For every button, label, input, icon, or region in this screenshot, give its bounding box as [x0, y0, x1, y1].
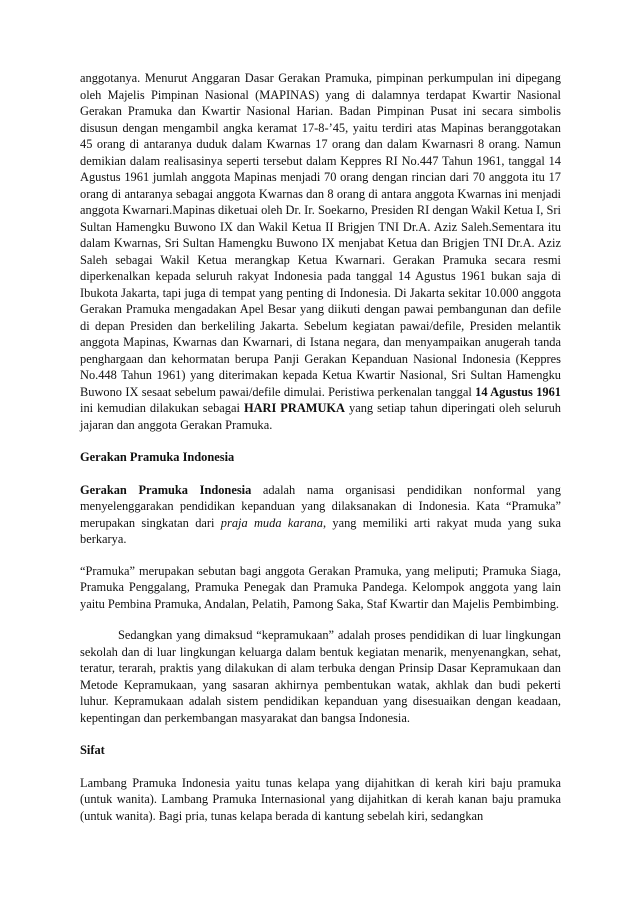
paragraph-definition [80, 482, 561, 548]
paragraph-text: adalah nama organisasi pendidikan nonformal yang menyelenggarakan pendidikan kepanduan yang dilaksanakan di Indonesia. Kata “Pramuka” merupakan singkatan dari [80, 482, 561, 530]
paragraph-members: “Pramuka” merupakan sebutan bagi anggota Gerakan Pramuka, yang meliputi; Pramuka Siaga, Pramuka Penggalang, Pramuka Penegak dan Pramuka Pandega. Kelompok anggota yang lain yaitu Pembina Pramuka, Andalan, Pelatih, Pamong Saka, Staf Kwartir dan Majelis Pembimbing. [80, 563, 561, 611]
paragraph-text: yang setiap tahun diperingati oleh seluruh jajaran dan anggota Gerakan Pramuka. [80, 401, 561, 432]
paragraph-text: , yang memiliki arti rakyat muda yang suka berkarya. [80, 515, 561, 546]
paragraph-mapinas-history [80, 70, 561, 433]
bold-term: Gerakan Pramuka Indonesia [80, 482, 252, 497]
paragraph-kepramukaan: Sedangkan yang dimaksud “kepramukaan” adalah proses pendidikan di luar lingkungan sekolah dan di luar lingkungan keluarga dalam bentuk kegiatan menarik, menyenangkan, sehat, teratur, terarah, praktis yang dilakukan di alam terbuka dengan Prinsip Dasar Kepramukaan dan Metode Kepramukaan, yang sasaran akhirnya pembentukan watak, akhlak dan budi pekerti luhur. Kepramukaan adalah sistem pendidikan kepanduan yang disesuaikan dengan keadaan, kepentingan dan perkembangan masyarakat dan bangsa Indonesia. [80, 628, 561, 725]
bold-hari-pramuka: HARI PRAMUKA [243, 401, 345, 415]
italic-term: praja muda karana [220, 515, 323, 530]
section-heading-gerakan-pramuka: Gerakan Pramuka Indonesia [80, 450, 235, 464]
paragraph-text: anggotanya. Menurut Anggaran Dasar Gerakan Pramuka, pimpinan perkumpulan ini dipegang oleh Majelis Pimpinan Nasional (MAPINAS) yang di dalamnya terdapat Kwartir Nasional Gerakan Pramuka dan Kwartir Nasional Harian. Badan Pimpinan Pusat ini secara simbolis disusun dengan mengambil angka keramat 17-8-’45, yaitu terdiri atas Mapinas beranggotakan 45 orang di antaranya duduk dalam Kwarnas 17 orang dan dalam Kwarnasri 8 orang. Namun demikian dalam realisasinya seperti tersebut dalam Keppres RI No.447 Tahun 1961, tanggal 14 Agustus 1961 jumlah anggota Mapinas menjadi 70 orang dengan rincian dari 70 anggota itu 17 orang di antaranya sebagai anggota Kwarnas dan 8 orang di antara anggota Kwarnas ini menjadi anggota Kwarnari.Mapinas diketuai oleh Dr. Ir. Soekarno, Presiden RI dengan Wakil Ketua I, Sri Sultan Hamengku Buwono IX dan Wakil Ketua II Brigjen TNI Dr.A. Aziz Saleh.Sementara itu dalam Kwarnas, Sri Sultan Hamengku Buwono IX menjabat Ketua dan Brigjen TNI Dr.A. Aziz Saleh sebagai Wakil Ketua merangkap Ketua Kwarnari. Gerakan Pramuka secara resmi diperkenalkan kepada seluruh rakyat Indonesia pada tanggal 14 Agustus 1961 bukan saja di Ibukota Jakarta, tapi juga di tempat yang penting di Indonesia. Di Jakarta sekitar 10.000 anggota Gerakan Pramuka mengadakan Apel Besar yang diikuti dengan pawai pembangunan dan defile di depan Presiden dan berkeliling Jakarta. Sebelum kegiatan pawai/defile, Presiden melantik anggota Mapinas, Kwarnas dan Kwarnari, di Istana negara, dan menyampaikan anugerah tanda penghargaan dan kehormatan berupa Panji Gerakan Kepanduan Nasional Indonesia (Keppres No.448 Tahun 1961) yang diterimakan kepada Ketua Kwartir Nasional, Sri Sultan Hamengku Buwono IX sesaat sebelum pawai/defile dimulai. Peristiwa perkenalan tanggal [80, 71, 561, 399]
paragraph-lambang: Lambang Pramuka Indonesia yaitu tunas kelapa yang dijahitkan di kerah kiri baju pramuka (untuk wanita). Lambang Pramuka Internasional yang dijahitkan di kerah kanan baju pramuka (untuk wanita). Bagi pria, tunas kelapa berada di kantung sebelah kiri, sedangkan [80, 775, 561, 823]
bold-date: 14 Agustus 1961 [475, 384, 561, 399]
section-heading-sifat: Sifat [80, 743, 105, 757]
paragraph-text: ini kemudian dilakukan sebagai [80, 401, 244, 415]
